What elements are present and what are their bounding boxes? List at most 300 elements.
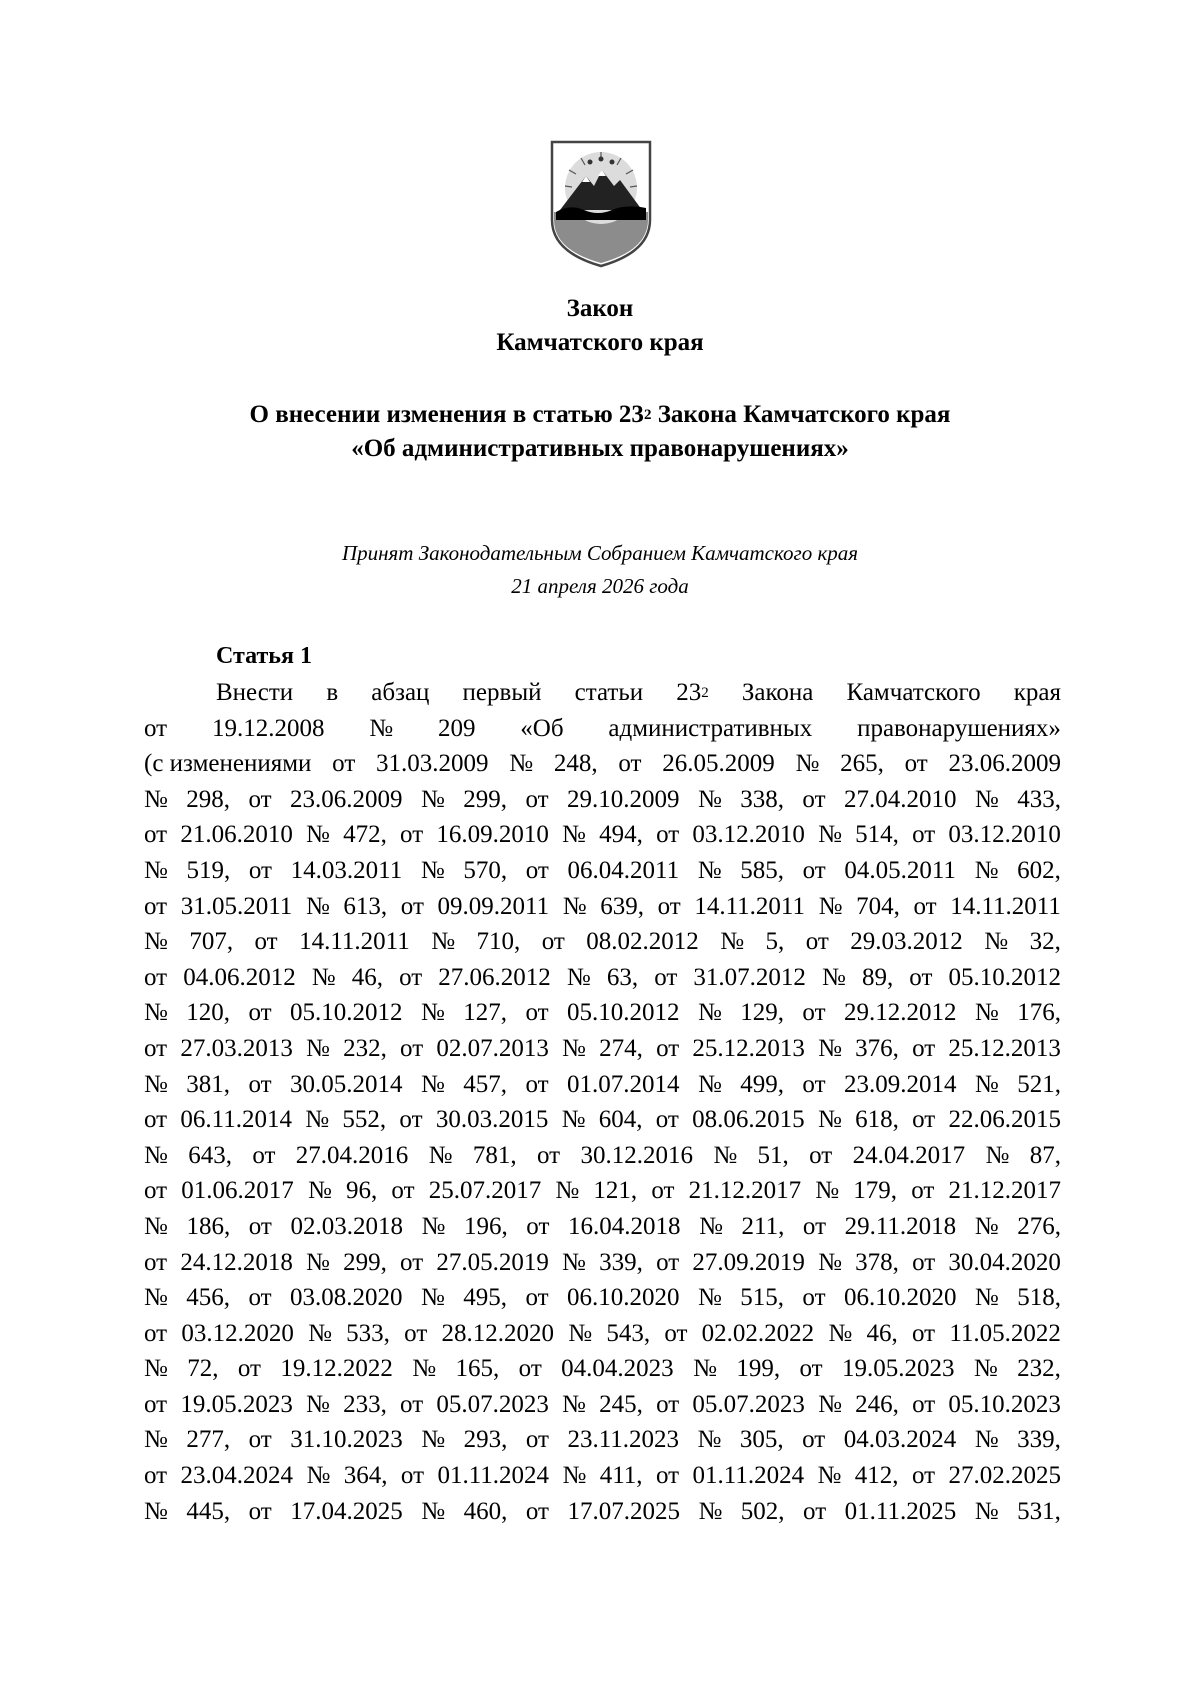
article-word: №: [973, 1355, 998, 1383]
article-word: №: [308, 1319, 332, 1347]
article-word: №: [974, 999, 999, 1027]
article-word: 5,: [765, 928, 785, 956]
article-word: №: [144, 999, 168, 1027]
article-word: 21.06.2010: [180, 821, 293, 849]
article-word: от: [248, 1426, 272, 1454]
article-word: №: [974, 856, 999, 884]
article-word: 24.04.2017: [852, 1141, 966, 1169]
article-word: правонарушениях»: [857, 714, 1061, 742]
article-word: от: [400, 1390, 424, 1418]
article-word: №: [720, 928, 745, 956]
article-word: от: [525, 999, 549, 1027]
article-line: [144, 1138, 1061, 1174]
article-line: [144, 782, 1061, 818]
article-word: от: [651, 1177, 675, 1205]
article-word: №: [815, 1177, 840, 1205]
article-word: 31.07.2012: [693, 963, 806, 991]
article-word: №: [420, 785, 445, 813]
article-word: от: [248, 1284, 272, 1312]
article-word: 28.12.2020: [441, 1319, 554, 1347]
article-word: 30.05.2014: [290, 1070, 403, 1098]
article-word: №: [693, 1355, 717, 1383]
article-line: [144, 995, 1061, 1031]
article-word: от: [144, 1177, 168, 1205]
article-word: 457,: [463, 1070, 508, 1098]
article-word: от: [399, 963, 423, 991]
article-word: края: [1013, 679, 1061, 706]
article-word: 23.09.2014: [843, 1070, 957, 1098]
article-word: от: [399, 1106, 423, 1134]
article-word: от: [248, 856, 272, 884]
law-title-line-1: [0, 398, 1200, 432]
article-line: [144, 1280, 1061, 1316]
article-word: от: [802, 1212, 827, 1240]
article-word: от: [144, 1390, 168, 1418]
article-line: [144, 1209, 1061, 1245]
article-word: 30.03.2015: [435, 1106, 549, 1134]
article-word: 14.03.2011: [290, 856, 403, 884]
article-word: от: [144, 1462, 168, 1490]
article-word: от: [525, 1284, 549, 1312]
article-word: №: [818, 1390, 842, 1418]
article-word: №: [305, 1106, 330, 1134]
article-word: от: [248, 1497, 272, 1525]
article-word: №: [828, 1319, 853, 1347]
article-word: №: [697, 856, 722, 884]
article-word: от: [912, 1248, 936, 1276]
article-word: 09.09.2011: [437, 892, 550, 920]
article-word: 01.11.2024: [437, 1462, 550, 1490]
article-word: 233,: [343, 1390, 387, 1418]
article-word: от: [904, 750, 928, 778]
article-word: 06.10.2020: [567, 1284, 680, 1312]
article-word: от: [912, 1034, 936, 1062]
article-word: 06.11.2014: [180, 1106, 292, 1134]
article-word: 298,: [186, 785, 231, 813]
article-word: 19.05.2023: [180, 1390, 293, 1418]
article-word: №: [562, 892, 587, 920]
article-word: 519,: [186, 856, 231, 884]
article-word: от: [802, 999, 826, 1027]
article-word: 165,: [455, 1355, 500, 1383]
article-word: 51,: [757, 1141, 789, 1169]
article-word: от: [912, 1390, 936, 1418]
adoption-body: Принят Законодательным Собранием Камчатского края: [341, 541, 859, 565]
article-word: 176,: [1017, 999, 1061, 1027]
article-word: №: [566, 963, 591, 991]
article-word: №: [509, 750, 534, 778]
article-word: №: [699, 1212, 723, 1240]
article-word: 72,: [187, 1355, 219, 1383]
article-word: от: [518, 1355, 542, 1383]
article-word: 05.10.2012: [290, 999, 403, 1027]
article-word: 339,: [599, 1248, 643, 1276]
article-word: 293,: [463, 1426, 508, 1454]
article-word: 129,: [740, 999, 784, 1027]
article-word: 495,: [463, 1284, 508, 1312]
article-word: №: [306, 1462, 331, 1490]
article-line: [144, 675, 1061, 711]
article-word: 19.12.2008: [211, 714, 325, 742]
article-word: №: [974, 1070, 999, 1098]
article-word: №: [697, 1070, 722, 1098]
article-word: от: [525, 856, 549, 884]
article-word: от: [400, 1462, 425, 1490]
law-title: [0, 398, 1200, 466]
article-word: 781,: [472, 1141, 517, 1169]
article-word: 03.12.2020: [181, 1319, 294, 1347]
article-word: от: [400, 1248, 424, 1276]
article-word: от: [802, 1070, 826, 1098]
law-title-pre: О внесении изменения в статью 23: [249, 401, 644, 428]
article-line: [144, 924, 1061, 960]
article-word: от: [144, 1106, 168, 1134]
article-word: 533,: [346, 1319, 390, 1347]
article-word: №: [985, 1141, 1010, 1169]
article-word: от: [805, 928, 829, 956]
article-word: №: [562, 1034, 586, 1062]
article-word: от: [248, 1070, 272, 1098]
article-word: №: [562, 1462, 587, 1490]
article-word: 30.12.2016: [580, 1141, 693, 1169]
article-word: 46,: [351, 963, 383, 991]
article-word: «Об: [520, 714, 564, 742]
article-word: 515,: [740, 1284, 784, 1312]
article-word: от: [254, 928, 278, 956]
law-title-line-2: «Об административных правонарушениях»: [351, 435, 849, 462]
article-word: №: [555, 1177, 580, 1205]
article-word: 27.04.2010: [843, 785, 957, 813]
article-word: №: [307, 1177, 332, 1205]
article-line: [144, 1173, 1061, 1209]
article-word: от: [802, 856, 826, 884]
article-line: [144, 817, 1061, 853]
article-word: 04.03.2024: [843, 1426, 957, 1454]
article-word: 199,: [736, 1355, 781, 1383]
article-line: [144, 853, 1061, 889]
article-word: статьи: [574, 679, 644, 706]
adoption-date: 21 апреля 2026 года: [511, 574, 689, 598]
article-word: 570,: [463, 856, 508, 884]
article-word: №: [144, 1426, 168, 1454]
article-word: от: [657, 892, 681, 920]
article-word: 04.04.2023: [561, 1355, 674, 1383]
article-word: 196,: [463, 1212, 508, 1240]
article-word: 121,: [593, 1177, 638, 1205]
article-word: от: [909, 963, 933, 991]
article-word: 05.07.2023: [692, 1390, 805, 1418]
article-word: 01.11.2024: [692, 1462, 805, 1490]
article-word: 460,: [463, 1497, 508, 1525]
article-word: №: [974, 1212, 999, 1240]
article-word: 707,: [189, 928, 234, 956]
article-word: 127,: [463, 999, 508, 1027]
article-word: 25.07.2017: [428, 1177, 542, 1205]
article-word: 232,: [1017, 1355, 1061, 1383]
article-word: 08.06.2015: [692, 1106, 805, 1134]
article-word: 19.12.2022: [280, 1355, 393, 1383]
article-word: 24.12.2018: [180, 1248, 293, 1276]
article-word: 179,: [853, 1177, 898, 1205]
article-line: [144, 1387, 1061, 1423]
article-word: 23.06.2009: [948, 750, 1061, 778]
article-word: от: [912, 821, 936, 849]
article-word: 05.10.2012: [948, 963, 1061, 991]
article-word: №: [305, 892, 330, 920]
article-word: 17.04.2025: [290, 1497, 403, 1525]
article-word: абзац: [371, 679, 430, 706]
article-word: от: [656, 821, 680, 849]
article-word: 46,: [866, 1319, 898, 1347]
article-word: 27.04.2016: [295, 1141, 409, 1169]
article-word: 502,: [740, 1497, 785, 1525]
article-word: 05.10.2012: [567, 999, 680, 1027]
article-word: от: [144, 1319, 168, 1347]
article-word: от: [144, 1248, 168, 1276]
article-word: в: [326, 679, 339, 706]
article-word: от: [404, 1319, 428, 1347]
article-word: 17.07.2025: [567, 1497, 680, 1525]
article-word: от: [525, 1426, 549, 1454]
article-word: административных: [608, 714, 813, 742]
article-word: №: [412, 1355, 437, 1383]
article-word: 514,: [855, 821, 899, 849]
article-line: [144, 1458, 1061, 1494]
article-word: от: [525, 1497, 549, 1525]
article-word: №: [713, 1141, 738, 1169]
article-word: 339,: [1017, 1426, 1061, 1454]
article-word: 276,: [1017, 1212, 1061, 1240]
article-word: 305,: [739, 1426, 784, 1454]
article-word: от: [400, 821, 424, 849]
article-word: 23.04.2024: [180, 1462, 294, 1490]
article-word: от: [248, 1212, 272, 1240]
article-word: №: [562, 1248, 586, 1276]
article-word: 602,: [1017, 856, 1061, 884]
article-word: 16.09.2010: [436, 821, 549, 849]
article-word: 618,: [855, 1106, 899, 1134]
article-word: 29.10.2009: [567, 785, 680, 813]
article-word: от: [332, 750, 356, 778]
article-line: [144, 1351, 1061, 1387]
article-word: от: [536, 1141, 561, 1169]
article-word: 29.03.2012: [850, 928, 963, 956]
article-word: 01.07.2014: [567, 1070, 680, 1098]
article-word: 274,: [599, 1034, 643, 1062]
article-word: от: [400, 892, 424, 920]
article-word: 25.12.2013: [948, 1034, 1061, 1062]
article-line: [144, 1067, 1061, 1103]
article-word: №: [562, 1390, 586, 1418]
article-word: 378,: [855, 1248, 899, 1276]
law-title-sup: 2: [643, 407, 652, 423]
article-word: 277,: [186, 1426, 231, 1454]
article-word: №: [421, 1426, 446, 1454]
article-word: первый: [462, 679, 542, 706]
article-word: №: [818, 1248, 842, 1276]
article-word: 211,: [741, 1212, 785, 1240]
article-word: №: [144, 1355, 168, 1383]
article-word: №: [421, 1212, 446, 1240]
article-word: №: [421, 1497, 446, 1525]
article-word: 543,: [606, 1319, 651, 1347]
law-type: Закон: [566, 295, 634, 322]
article-word: от: [525, 1070, 549, 1098]
article-word: 521,: [1017, 1070, 1061, 1098]
article-body: [144, 675, 1061, 1529]
article-word: 499,: [740, 1070, 784, 1098]
article-word: от: [248, 785, 272, 813]
article-word: 27.09.2019: [692, 1248, 805, 1276]
article-word: 518,: [1017, 1284, 1061, 1312]
article-word: №: [974, 1497, 999, 1525]
article-word: №: [144, 1070, 168, 1098]
article-line: [144, 1031, 1061, 1067]
article-word: 704,: [856, 892, 900, 920]
article-word: от: [144, 821, 168, 849]
article-word: 613,: [343, 892, 388, 920]
article-word: 25.12.2013: [692, 1034, 805, 1062]
article-word: №: [306, 1390, 330, 1418]
article-word: 27.05.2019: [436, 1248, 549, 1276]
article-word: от: [803, 1497, 827, 1525]
article-word: 08.02.2012: [586, 928, 699, 956]
article-word: 29.11.2018: [844, 1212, 957, 1240]
article-word: 03.08.2020: [290, 1284, 403, 1312]
article-word: 04.06.2012: [183, 963, 296, 991]
article-word: №: [306, 1248, 330, 1276]
article-word: №: [144, 856, 168, 884]
article-word: 265,: [840, 750, 884, 778]
article-word: от: [911, 1462, 936, 1490]
article-word: 710,: [476, 928, 521, 956]
article-word: 376,: [855, 1034, 899, 1062]
article-word: от: [809, 1141, 833, 1169]
article-word: от: [144, 892, 168, 920]
article-word: 06.04.2011: [567, 856, 680, 884]
article-word: 23.06.2009: [290, 785, 403, 813]
article-word: 03.12.2010: [692, 821, 805, 849]
article-line: [144, 711, 1061, 747]
article-word: 02.02.2022: [701, 1319, 815, 1347]
article-word: 05.10.2023: [948, 1390, 1061, 1418]
article-word: 299,: [463, 785, 508, 813]
article-word: 494,: [599, 821, 643, 849]
law-heading: [0, 292, 1200, 360]
article-word: 604,: [598, 1106, 643, 1134]
article-word: от: [799, 1355, 823, 1383]
article-word: №: [821, 963, 846, 991]
article-word: №: [369, 714, 394, 742]
article-word: 585,: [740, 856, 784, 884]
article-word: 19.05.2023: [841, 1355, 955, 1383]
article-line: [144, 1102, 1061, 1138]
article-word: №: [697, 785, 722, 813]
article-word: 299,: [343, 1248, 387, 1276]
article-word: 21.12.2017: [948, 1177, 1061, 1205]
article-word: №: [984, 928, 1009, 956]
article-word: 63,: [606, 963, 639, 991]
article-word: от: [144, 1034, 168, 1062]
article-word: от: [664, 1319, 688, 1347]
article-word: 31.10.2023: [290, 1426, 403, 1454]
article-word: 14.11.2011: [694, 892, 805, 920]
article-word: от: [618, 750, 642, 778]
article-word: 639,: [600, 892, 644, 920]
article-word: от: [911, 1319, 936, 1347]
article-word: 21.12.2017: [688, 1177, 802, 1205]
article-word: №: [817, 1106, 842, 1134]
article-word: 209: [437, 714, 476, 742]
article-word: №: [818, 892, 843, 920]
article-word: от: [913, 892, 937, 920]
article-word: от: [525, 785, 549, 813]
article-word: 22.06.2015: [948, 1106, 1061, 1134]
article-word: 381,: [186, 1070, 231, 1098]
article-word: от: [526, 1212, 550, 1240]
article-word: 23.11.2023: [567, 1426, 680, 1454]
article-word: от: [656, 1390, 680, 1418]
article-word: №: [428, 1141, 453, 1169]
article-word: от: [912, 1106, 936, 1134]
article-word: №: [795, 750, 820, 778]
article-word: (с изменениями: [144, 750, 312, 778]
kamchatka-coat-of-arms-icon: [550, 140, 652, 268]
article-word: №: [144, 1497, 168, 1525]
article-line: [144, 889, 1061, 925]
article-word: 89,: [861, 963, 894, 991]
article-word: от: [655, 1106, 679, 1134]
article-word: $23^2$: [676, 679, 709, 706]
article-word: от: [391, 1177, 415, 1205]
article-word: №: [144, 928, 168, 956]
article-word: от: [656, 1248, 680, 1276]
article-word: от: [802, 1426, 826, 1454]
article-line: [144, 1245, 1061, 1281]
article-word: 412,: [854, 1462, 899, 1490]
article-word: №: [568, 1319, 593, 1347]
article-word: 232,: [343, 1034, 387, 1062]
article-word: 30.04.2020: [948, 1248, 1061, 1276]
article-word: 245,: [599, 1390, 643, 1418]
article-word: от: [655, 1462, 680, 1490]
article-word: №: [818, 1034, 842, 1062]
article-word: 87,: [1029, 1141, 1061, 1169]
article-word: от: [248, 999, 272, 1027]
article-word: 31.03.2009: [376, 750, 489, 778]
article-word: от: [237, 1355, 261, 1383]
article-word: 445,: [186, 1497, 231, 1525]
article-word: 01.06.2017: [181, 1177, 294, 1205]
article-word: №: [974, 1284, 999, 1312]
article-word: №: [420, 1070, 445, 1098]
article-word: №: [817, 1462, 842, 1490]
article-word: №: [698, 1497, 723, 1525]
article-word: 03.12.2010: [948, 821, 1061, 849]
article-word: №: [420, 999, 445, 1027]
article-word: от: [541, 928, 565, 956]
article-line: [144, 960, 1061, 996]
article-word: от: [400, 1034, 424, 1062]
article-word: 364,: [343, 1462, 388, 1490]
article-word: 31.05.2011: [180, 892, 293, 920]
article-word: №: [697, 1426, 722, 1454]
article-word: 01.11.2025: [844, 1497, 957, 1525]
article-word: 433,: [1017, 785, 1061, 813]
article-word: Камчатского: [846, 679, 981, 706]
article-word: №: [144, 785, 168, 813]
article-word: от: [144, 714, 168, 742]
